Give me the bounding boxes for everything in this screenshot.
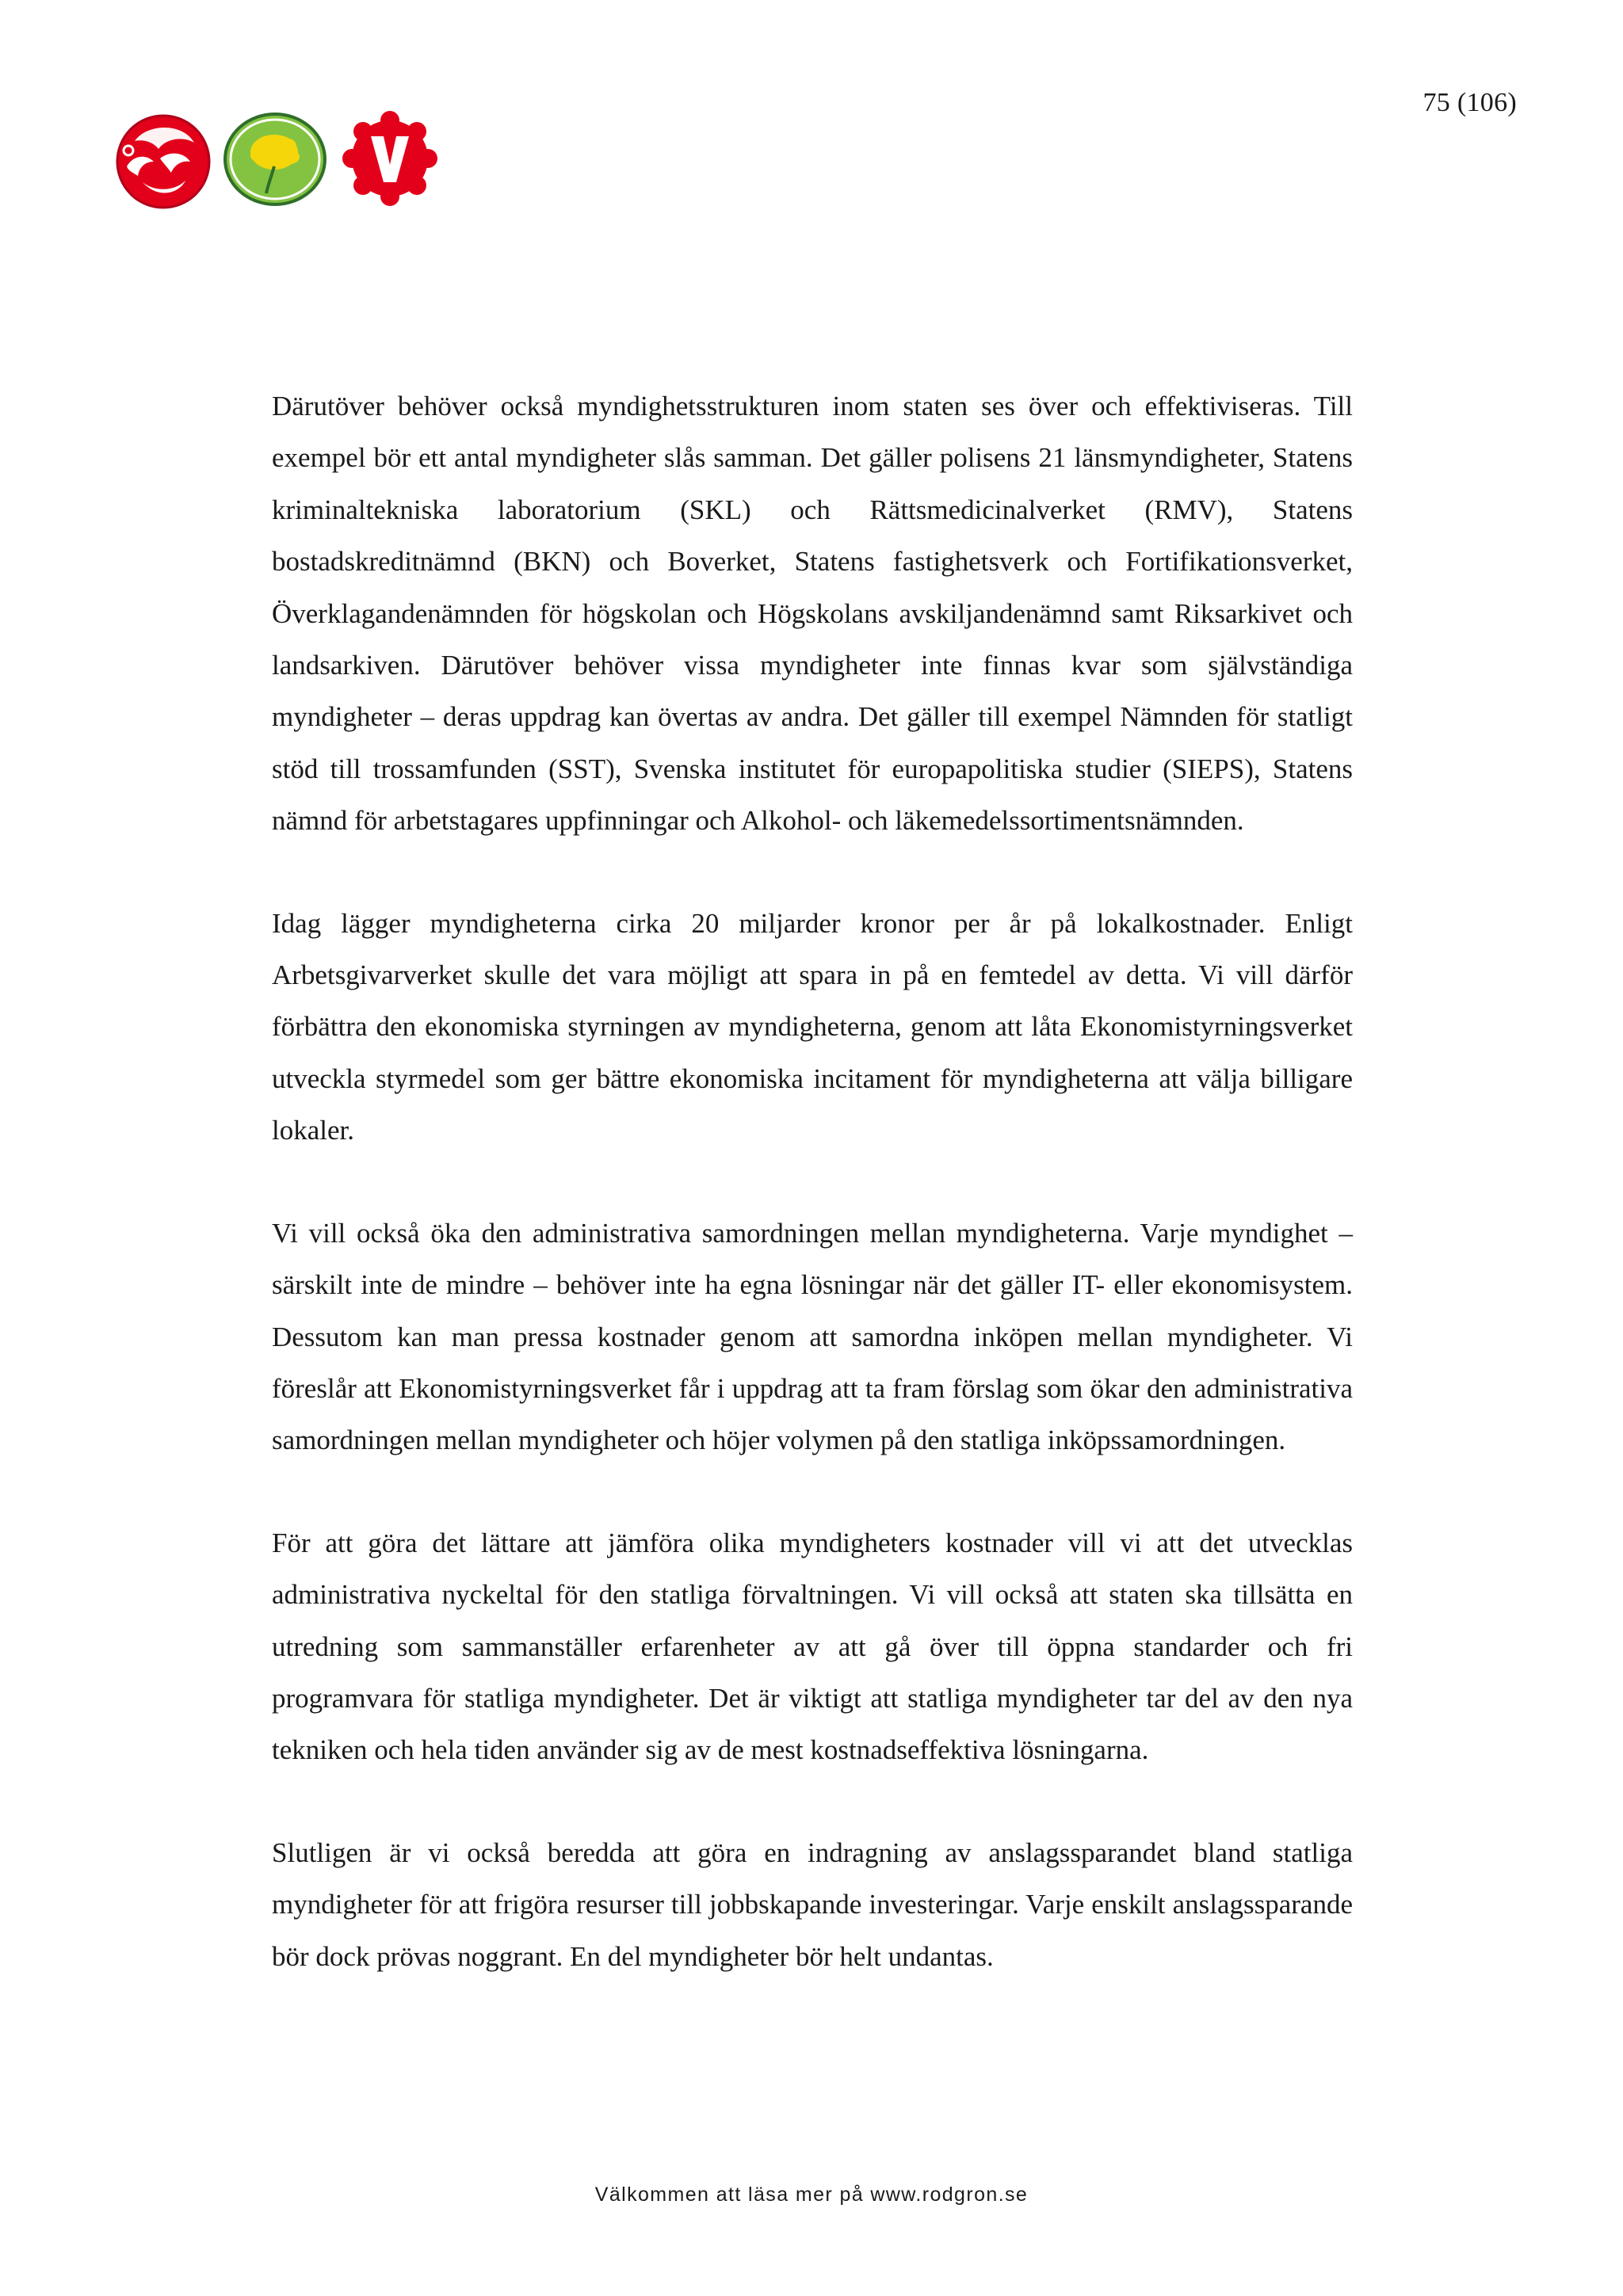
body-paragraph: Vi vill också öka den administrativa samordningen mellan myndigheterna. Varje myndighet – särskilt inte de mindre – behöver inte ha egna lösningar när det gäller IT- eller ekonomisystem. Dessutom kan man pressa kostnader genom att samordna inköpen mellan myndigheter. Vi föreslår att Ekonomistyrningsverket får i uppdrag att ta fram förslag som ökar den administrativa samordningen mellan myndigheter och höjer volymen på den statliga inköpssamordningen. (272, 1217, 1353, 1456)
rose-logo-icon (111, 109, 216, 212)
document-body (272, 380, 1353, 2033)
footer-text: Välkommen att läsa mer på www.rodgron.se (594, 2183, 1029, 2206)
body-paragraph: För att göra det lättare att jämföra olika myndigheters kostnader vill vi att det utvecklas administrativa nyckeltal för den statliga förvaltningen. Vi vill också att staten ska tillsätta en utredning som sammanställer erfarenheter av att gå över till öppna standarder och fri programvara för statliga myndigheter. Det är viktigt att statliga myndigheter tar del av den nya tekniken och hela tiden använder sig av de mest kostnadseffektiva lösningarna. (272, 1527, 1353, 1766)
body-paragraph: Därutöver behöver också myndighetsstrukturen inom staten ses över och effektiviseras. Till exempel bör ett antal myndigheter slås samman. Det gäller polisens 21 länsmyndigheter, Statens kriminaltekniska laboratorium (SKL) och Rättsmedicinalverket (RMV), Statens bostadskreditnämnd (BKN) och Boverket, Statens fastighetsverk och Fortifikationsverket, Överklagandenämnden för högskolan och Högskolans avskiljandenämnd samt Riksarkivet och landsarkiven. Därutöver behöver vissa myndigheter inte finnas kvar som självständiga myndigheter – deras uppdrag kan övertas av andra. Det gäller till exempel Nämnden för statligt stöd till trossamfunden (SST), Svenska institutet för europapolitiska studier (SIEPS), Statens nämnd för arbetstagares uppfinningar och Alkohol- och läkemedelssortimentsnämnden. (272, 391, 1353, 837)
dandelion-logo-icon (222, 111, 328, 208)
body-paragraph: Idag lägger myndigheterna cirka 20 miljarder kronor per år på lokalkostnader. Enligt Arbetsgivarverket skulle det vara möjligt att spara in på en femtedel av detta. Vi vill därför förbättra den ekonomiska styrningen av myndigheterna, genom att låta Ekonomistyrningsverket utveckla styrmedel som ger bättre ekonomiska incitament för myndigheterna att välja billigare lokaler. (272, 907, 1353, 1146)
v-logo-icon (341, 109, 439, 208)
party-logos (111, 109, 444, 212)
body-paragraph: Slutligen är vi också beredda att göra en indragning av anslagssparandet bland statliga myndigheter för att frigöra resurser till jobbskapande investeringar. Varje enskilt anslagssparande bör dock prövas noggrant. En del myndigheter bör helt undantas. (272, 1836, 1353, 1972)
page-number: 75 (106) (1423, 88, 1517, 117)
